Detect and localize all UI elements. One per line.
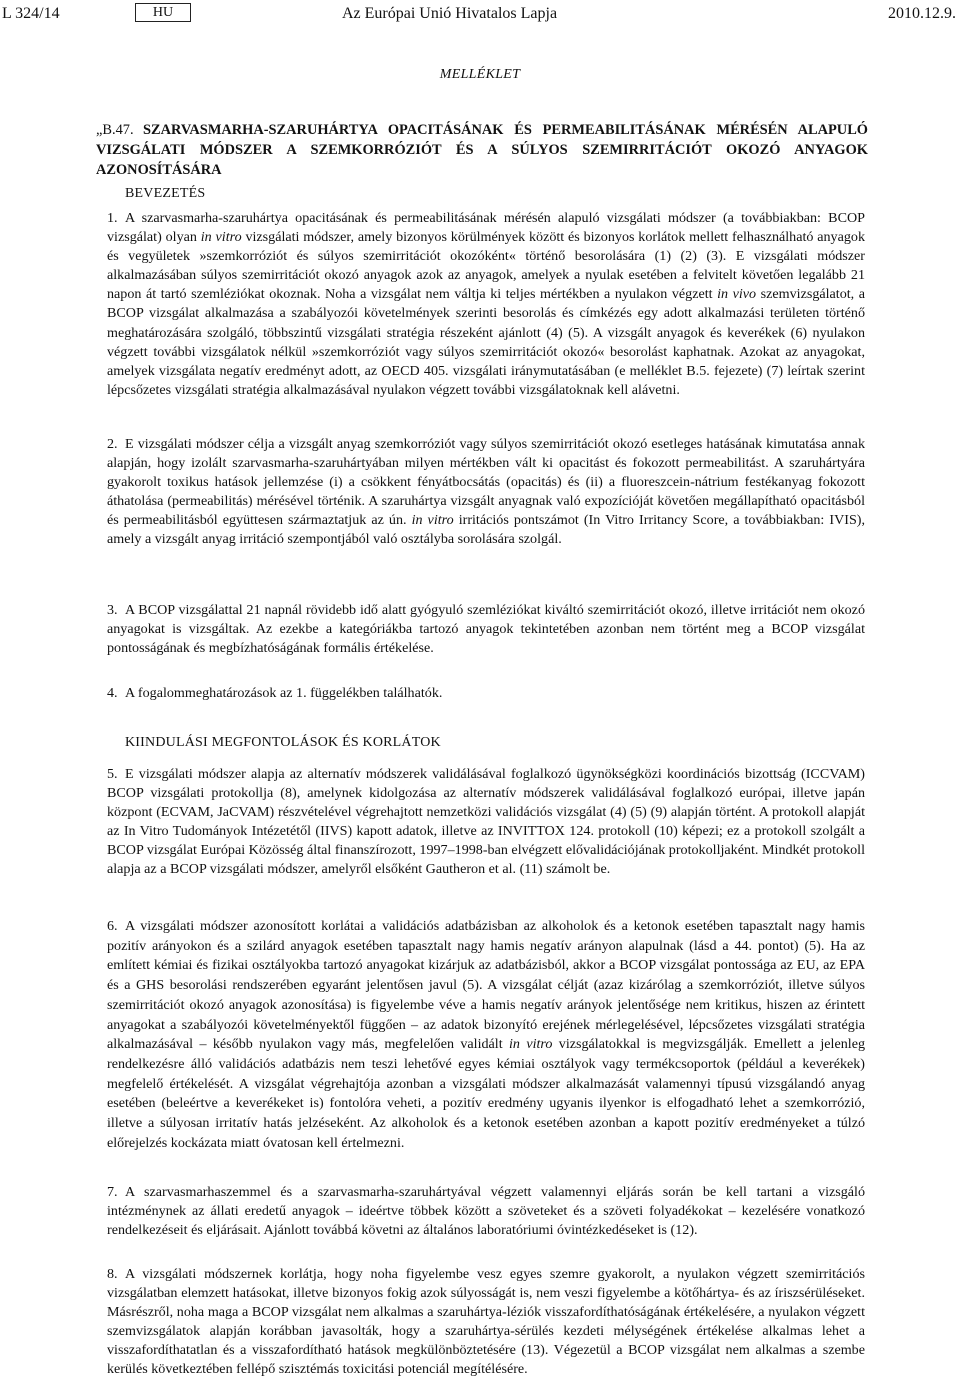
paragraph-3 [107, 601, 865, 658]
paragraph-8 [107, 1265, 865, 1380]
paragraph-text: vizsgálatokkal is megvizsgálják. Emellett a jelenleg rendelkezésre álló validációs adatbázis nem teszi lehetővé egyes kémiai osztályok vagy termékcsoportok (például a keverékek) megfelelő értékelését. A vizsgálat végrehajtója azonban a vizsgálati módszer alkalmazását valamennyi típusú vizsgálandó anyag esetében (beleértve a keverékeket is) fontolóra veheti, a pozitív eredmény ugyanis ilyenkor is elfogadható lehet a szemkorrózió, illetve a súlyosan irritatív hatás jelzéseként. Az alkoholok és a ketonok esetében azonban a kapott pozitív eredményeket a túlzó előrejelzés kockázata miatt óvatosan kell értelmezni. [107, 1036, 865, 1151]
paragraph-text: A vizsgálati módszernek korlátja, hogy noha figyelembe vesz egyes szemre gyakorolt, a nyulakon végzett szemirritációs vizsgálatban elemzett hatásokat, illetve bizonyos fokig azok súlyosságát is, nem veszi figyelembe a kötőhártya- és az íriszsérüléseket. Másrészről, noha maga a BCOP vizsgálat nem alkalmas a szaruhártya-léziók visszafordíthatóságának értékelésére, a nyulakon végzett szemvizsgálatok alapján korábban javasolták, hogy a szaruhártya-sérülés kezdeti mélységének értékelése alkalmas lehet a visszafordíthatatlan és a visszafordítható hatások megkülönböztetésére (13). Végezetül a BCOP vizsgálat nem alkalmas a szembe kerülés következtében fellépő szisztémás toxicitási potenciál megítélésére. [107, 1266, 865, 1378]
paragraph-number: 2. [107, 436, 118, 452]
italic-term: in vitro [509, 1036, 553, 1053]
paragraph-text: E vizsgálati módszer célja a vizsgált anyag szemkorróziót vagy súlyos szemirritációt okozó esetleges hatásának kimutatása annak alapján, hogy izolált szarvasmarha-szaruhártyában milyen mértékben vált ki opacitást és fokozott permeabilitást. A szaruhártyára gyakorolt toxikus hatások jellemzése (i) a csökkent fényátbocsátás (opacitás) és (ii) a fluoreszcein-nátrium festékanyag fokozott áthatolása (permeabilitás) mérésével történik. A szaruhártya vizsgált anyagnak való expozícióját követően megállapítható opacitásból és permeabilitásból együttesen származtatjuk az ún. [107, 436, 865, 529]
paragraph-text: E vizsgálati módszer alapja az alternatív módszerek validálásával foglalkozó ügynökségközi koordinációs bizottság (ICCVAM) BCOP vizsgálati protokollja (8), amelynek kidolgozása az alternatív módszerek validálásával foglalkozó európai, illetve japán központ (ECVAM, JaCVAM) részvételével végrehajtott nemzetközi validációs vizsgálat (4) (5) (9) alapján történt. A protokoll alapját az In Vitro Tudományok Intézetétől (IIVS) kapott adatok, illetve az INVITTOX 124. protokoll (10) képezi; ez a protokoll szolgált a BCOP vizsgálat Európai Közösség által finanszírozott, 1997–1998-ban elvégzett elővalidációjának protokolljaként. Mindkét protokoll alapja az a BCOP vizsgálati módszer, amelyről elsőként Gautheron et al. (11) számolt be. [107, 766, 865, 878]
paragraph-text: vizsgálati módszer, amely bizonyos körülmények között és bizonyos korlátok mellett felhasználható anyagok és vegyületek »szemkorróziót és súlyos szemirritációt okozóként« történő besorolására (1) (2) (3). E vizsgálati módszer alkalmazásában súlyos szemirritációt okozó anyagok azok az anyagok, amelyek a nyulak esetében a felvitelt követően legalább 21 napon át tartó szemléziókat okoznak. Noha a vizsgálat nem váltja ki teljes mértékben a nyulakon végzett [107, 229, 865, 303]
journal-title: Az Európai Unió Hivatalos Lapja [342, 5, 558, 22]
title-prefix: „B.47. [96, 122, 134, 138]
paragraph-number: 6. [107, 918, 118, 934]
paragraph-text: szemvizsgálatot, a BCOP vizsgálat alkalmazása a szabályozói követelmények szerinti besorolás és címkézés egy adott alkalmazási területen történő meghatározására szolgáló, többszintű vizsgálati stratégia részeként ajánlott (4) (5). A vizsgált anyagok és keverékek (6) nyulakon végzett további vizsgálatok nélkül »szemkorróziót vagy súlyos szemirritációt okozó« besorolást kaphatnak. Azokat az anyagokat, amelyek vizsgálata negatív eredményt adott, az OECD 405. vizsgálati iránymutatásában (e melléklet B.5. fejezete) (7) leírtak szerint lépcsőzetes vizsgálati stratégia alkalmazásával nyulakon végzett további vizsgálatoknak kell alávetni. [107, 286, 866, 398]
paragraph-text: A fogalommeghatározások az 1. függelékben találhatók. [125, 685, 443, 701]
paragraph-text: irritációs pontszámot (In Vitro Irritancy Score, a továbbiakban: IVIS), amely a vizsgált anyag irritáció szempontjából való osztályba sorolására szolgál. [107, 512, 866, 548]
section-heading-introduction: BEVEZETÉS [125, 186, 206, 201]
paragraph-6 [107, 917, 865, 1153]
paragraph-5 [107, 765, 865, 880]
annex-label: MELLÉKLET [439, 67, 521, 82]
page-header [0, 3, 960, 25]
paragraph-number: 1. [107, 210, 118, 226]
paragraph-7 [107, 1183, 865, 1240]
language-code-box: HU [135, 3, 191, 22]
paragraph-number: 3. [107, 602, 118, 618]
paragraph-1 [107, 209, 865, 400]
paragraph-2 [107, 435, 865, 550]
paragraph-4 [107, 684, 865, 703]
italic-term: in vivo [717, 286, 757, 303]
page-number: L 324/14 [2, 5, 60, 22]
title-text: SZARVASMARHA-SZARUHÁRTYA OPACITÁSÁNAK ÉS PERMEABILITÁSÁNAK MÉRÉSÉN ALAPULÓ VIZSGÁLATI MÓDSZER A SZEMKORRÓZIÓT ÉS A SÚLYOS SZEMIRRITÁCIÓT OKOZÓ ANYAGOK AZONOSÍTÁSÁRA [96, 122, 868, 178]
section-heading-initial-considerations: KIINDULÁSI MEGFONTOLÁSOK ÉS KORLÁTOK [125, 735, 441, 750]
publication-date: 2010.12.9. [888, 5, 956, 22]
italic-term: in vitro [200, 229, 242, 246]
paragraph-text: A szarvasmarha-szaruhártya opacitásának és permeabilitásának mérésén alapuló vizsgálati módszer (a továbbiakban: BCOP vizsgálat) olyan [107, 210, 865, 246]
paragraph-number: 5. [107, 766, 118, 782]
paragraph-number: 4. [107, 685, 118, 701]
paragraph-text: A BCOP vizsgálattal 21 napnál rövidebb idő alatt gyógyuló szemléziókat kiváltó szemirritációt okozó, illetve irritációt nem okozó anyagokat is vizsgáltak. Az ezekbe a kategóriákba tartozó anyagok tekintetében azonban nem történt meg a BCOP vizsgálat pontosságának és megbízhatóságának formális értékelése. [107, 602, 865, 657]
italic-term: in vitro [411, 512, 454, 529]
paragraph-number: 8. [107, 1266, 118, 1282]
paragraph-number: 7. [107, 1184, 118, 1200]
document-title [96, 120, 868, 180]
paragraph-text: A szarvasmarhaszemmel és a szarvasmarha-szaruhártyával végzett valamennyi eljárás során be kell tartani a vizsgáló intézménynek az állati eredetű anyagok – ideértve többek között a szöveteket és a szöveti folyadékokat – kezelésére vonatkozó rendelkezéseit és eljárásait. Ajánlott továbbá követni az általános laboratóriumi óvintézkedéseket is (12). [107, 1184, 865, 1239]
paragraph-text: A vizsgálati módszer azonosított korlátai a validációs adatbázisban az alkoholok és a ketonok esetében tapasztalt nagy hamis pozitív arányokon és a szilárd anyagok esetében tapasztalt nagy hamis negatív arányon alapulnak (lásd a 44. pontot) (5). Ha az említett kémiai és fizikai osztályokba tartozó anyagokat kizárjuk az adatbázisból, akkor a BCOP vizsgálat pontossága az EU, az EPA és a GHS besorolási rendszerében egyaránt jelentősen javul (5). A vizsgálat célját (azaz kizárólag a szemkorróziót, illetve súlyos szemirritációt okozó anyagok azonosítása) is figyelembe véve a hamis negatív arányok jelentősége nem kritikus, hiszen az érintett anyagokat a szabályozói követelményektől függően – az adatok bizonyító erejének mérlegelésével, lépcsőzetes vizsgálati stratégia alkalmazásával – később nyulakon vagy más, megfelelően validált [107, 918, 865, 1053]
